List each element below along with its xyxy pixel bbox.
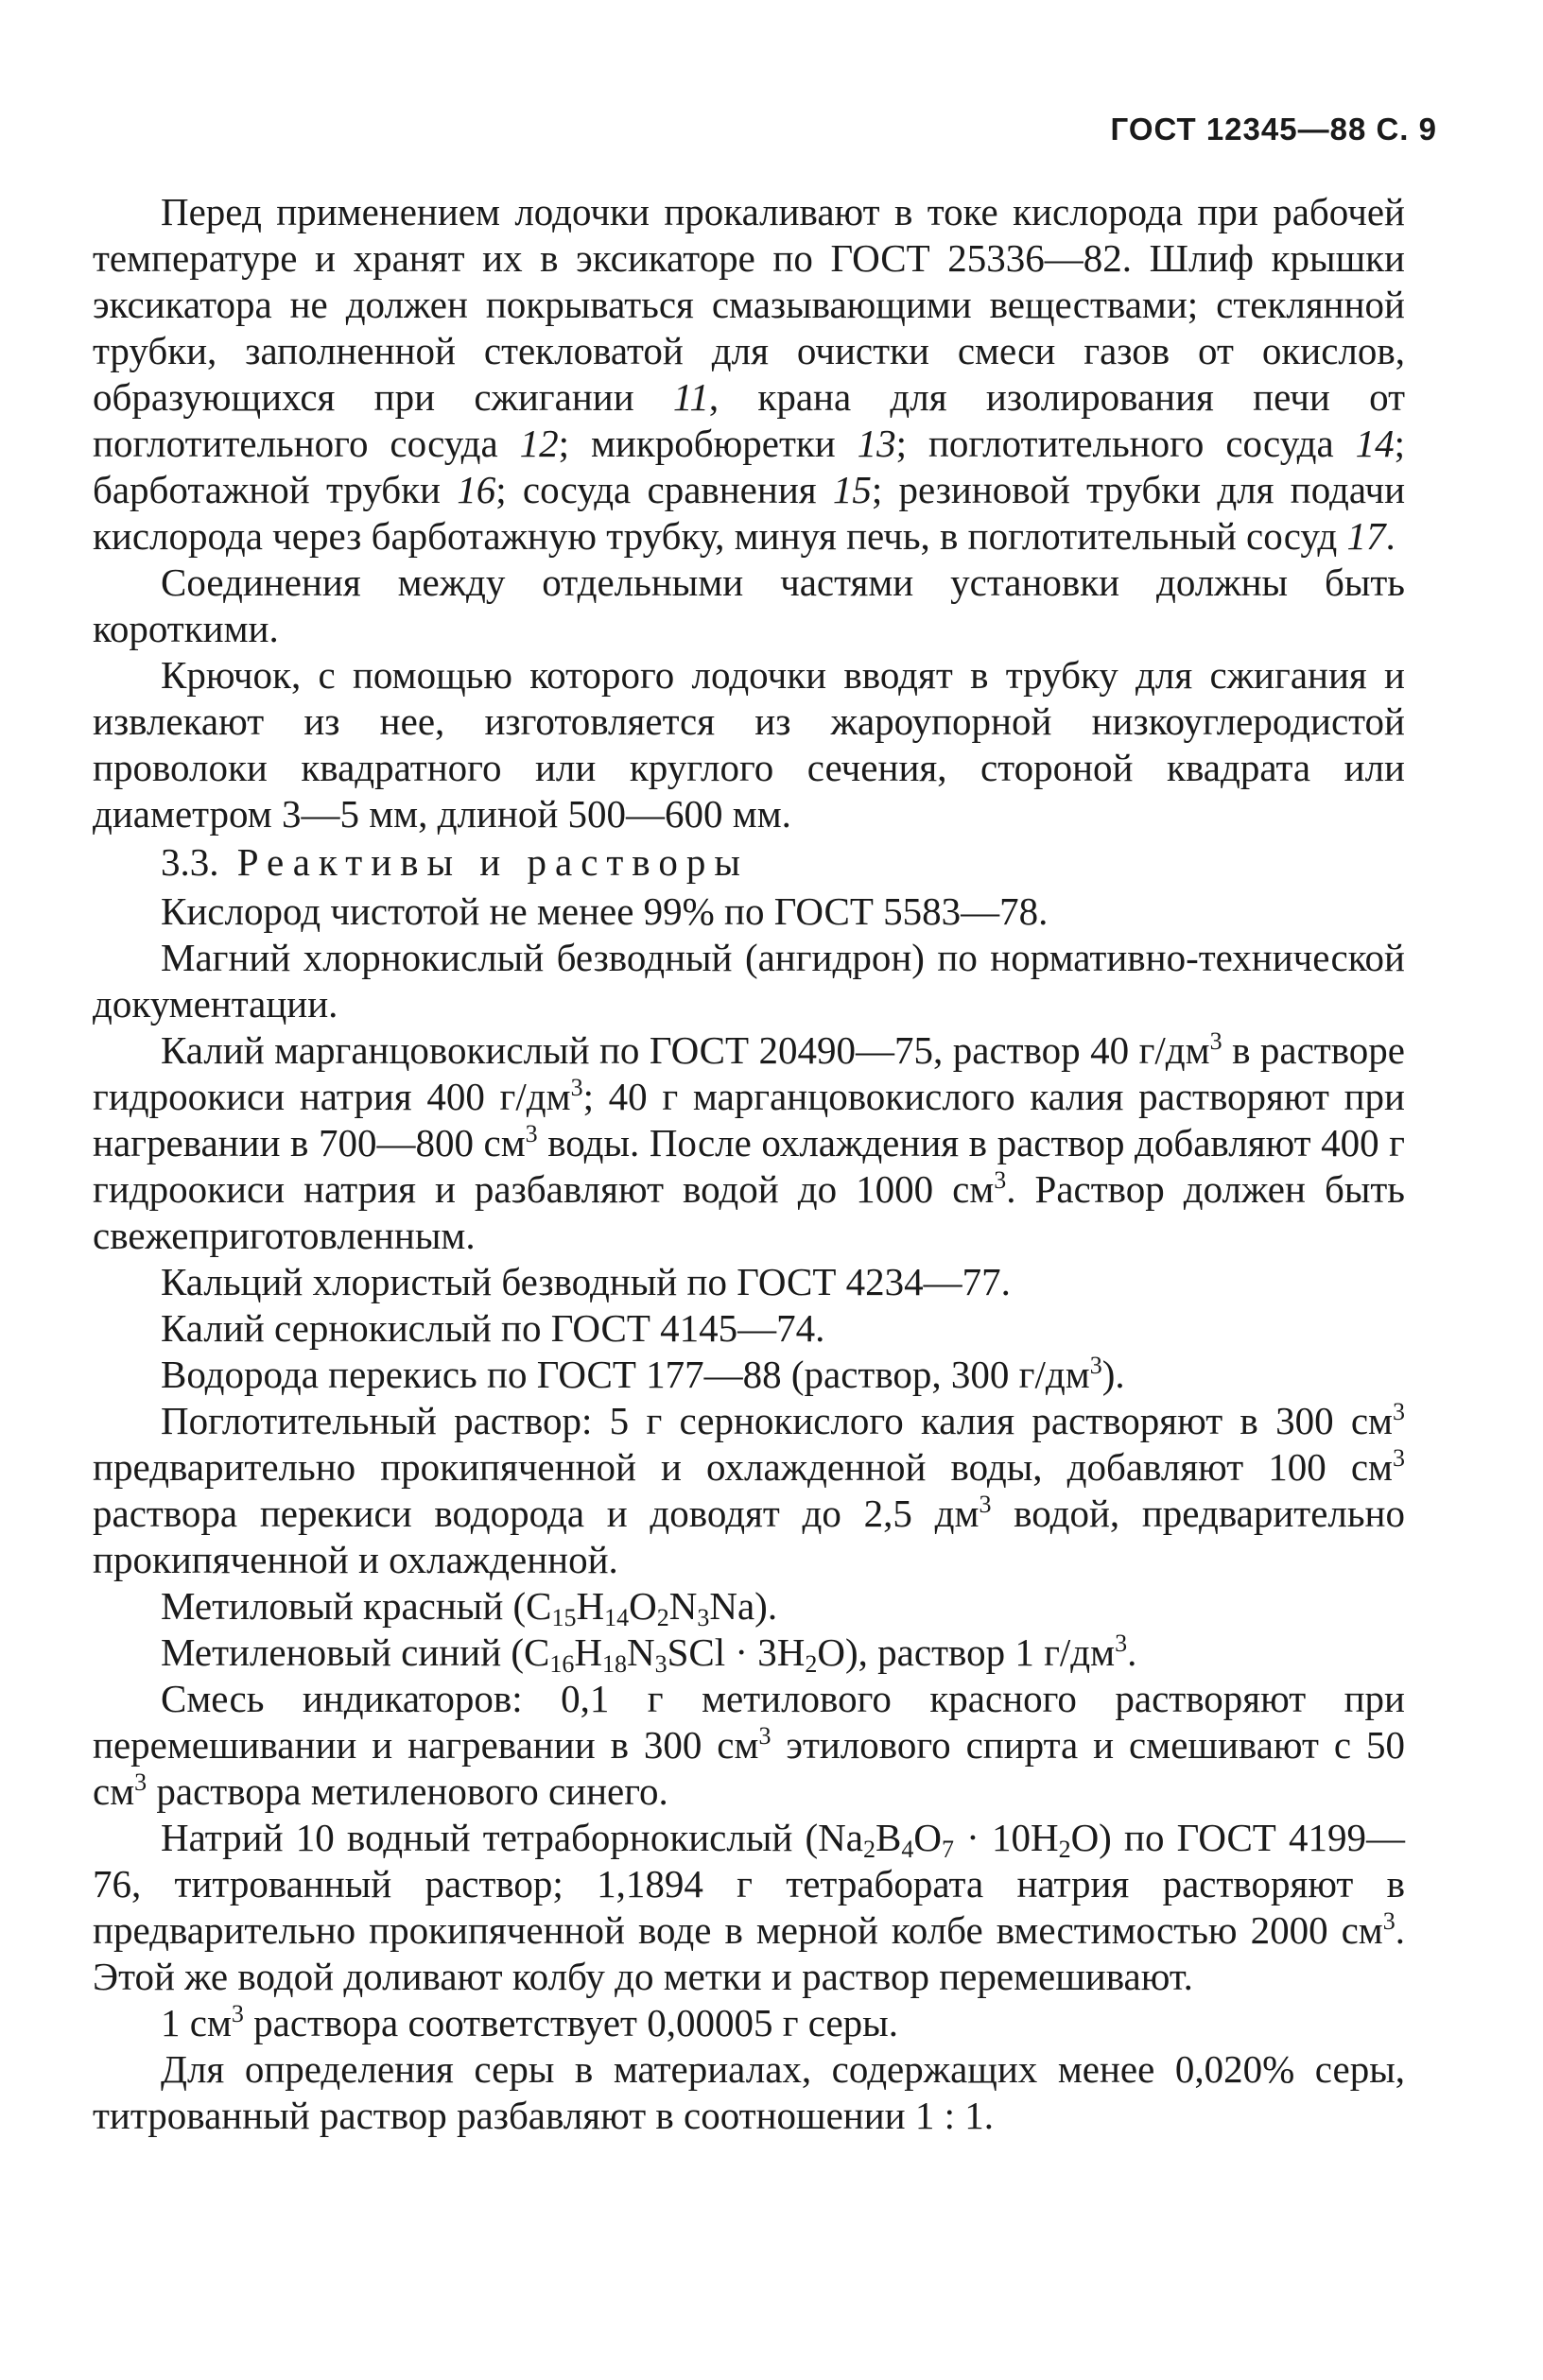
document-body [93, 189, 1405, 2139]
paragraph-indicator-mix: Смесь индикаторов: 0,1 г метилового красного растворяют при перемешивании и нагревании в 300 $см^3$ этилового спирта и смешивают с 50 $см^3$ раствора метиленового синего. [93, 1677, 1405, 1813]
paragraph-potassium-sulfate: Калий сернокислый по ГОСТ 4145—74. [161, 1306, 825, 1350]
paragraph-magnesium: Магний хлорнокислый безводный (ангидрон) по нормативно-технической документации. [93, 936, 1405, 1026]
paragraph-dilution: Для определения серы в материалах, содержащих менее 0,020% серы, титрованный раствор разбавляют в соотношении 1 : 1. [93, 2047, 1405, 2137]
page-header: ГОСТ 12345—88 С. 9 [1110, 112, 1437, 147]
section-heading: 3.3. Реактивы и растворы [161, 840, 749, 884]
paragraph-calcium: Кальций хлористый безводный по ГОСТ 4234—77. [161, 1260, 1011, 1303]
paragraph-sodium-tetraborate: Натрий 10 водный тетраборнокислый $(Na_2B_4O_7 \cdot 10H_2O)$ по ГОСТ 4199—76, титрованный раствор; 1,1894 г тетрабората натрия растворяют в предварительно прокипяченной воде в мерной колбе вместимостью 2000 $см^3$. Этой же водой доливают колбу до метки и раствор перемешивают. [93, 1816, 1406, 1998]
paragraph-connections: Соединения между отдельными частями установки должны быть короткими. [93, 561, 1405, 650]
paragraph-oxygen: Кислород чистотой не менее 99% по ГОСТ 5583—78. [161, 889, 1049, 933]
paragraph-peroxide: Водорода перекись по ГОСТ 177—88 (раствор, 300 $г/дм^3$). [161, 1352, 1125, 1396]
paragraph-methyl-red: Метиловый красный $(C_{15}H_{14}O_2N_3Na)$. [161, 1584, 778, 1631]
paragraph-hook: Крючок, с помощью которого лодочки вводят в трубку для сжигания и извлекают из нее, изготовляется из жароупорной низкоуглеродистой проволоки квадратного или круглого сечения, стороной квадрата или диаметром 3—5 мм, длиной 500—600 мм. [93, 653, 1405, 836]
paragraph-methylene-blue: Метиленовый синий $(C_{16}H_{18}N_3SCl \cdot 3H_2O)$, раствор 1 $г/дм^3$. [161, 1630, 1137, 1678]
paragraph-boat-preparation: Перед применением лодочки прокаливают в токе кислорода при рабочей температуре и хранят их в эксикаторе по ГОСТ 25336—82. Шлиф крышки эксикатора не должен покрываться смазывающими веществами; стеклянной трубки, заполненной стекловатой для очистки смеси газов от окислов, образующихся при сжигании 11, крана для изолирования печи от поглотительного сосуда 12; микробюретки 13; поглотительного сосуда 14; барботажной трубки 16; сосуда сравнения 15; резиновой трубки для подачи кислорода через барботажную трубку, минуя печь, в поглотительный сосуд 17. [93, 190, 1406, 558]
paragraph-absorbing-solution: Поглотительный раствор: 5 г сернокислого калия растворяют в 300 $см^3$ предварительно прокипяченной и охлажденной воды, добавляют 100 $см^3$ раствора перекиси водорода и доводят до 2,5 $дм^3$ водой, предварительно прокипяченной и охлажденной. [93, 1398, 1405, 1581]
paragraph-equivalence: 1 $см^3$ раствора соответствует 0,00005 г серы. [161, 2000, 898, 2044]
paragraph-permanganate: Калий марганцовокислый по ГОСТ 20490—75, раствор 40 $г/дм^3$ в растворе гидроокиси натрия 400 $г/дм^3$; 40 г марганцовокислого калия растворяют при нагревании в 700—800 $см^3$ воды. После охлаждения в раствор добавляют 400 г гидроокиси натрия и разбавляют водой до 1000 $см^3$. Раствор должен быть свежеприготовленным. [93, 1027, 1405, 1257]
